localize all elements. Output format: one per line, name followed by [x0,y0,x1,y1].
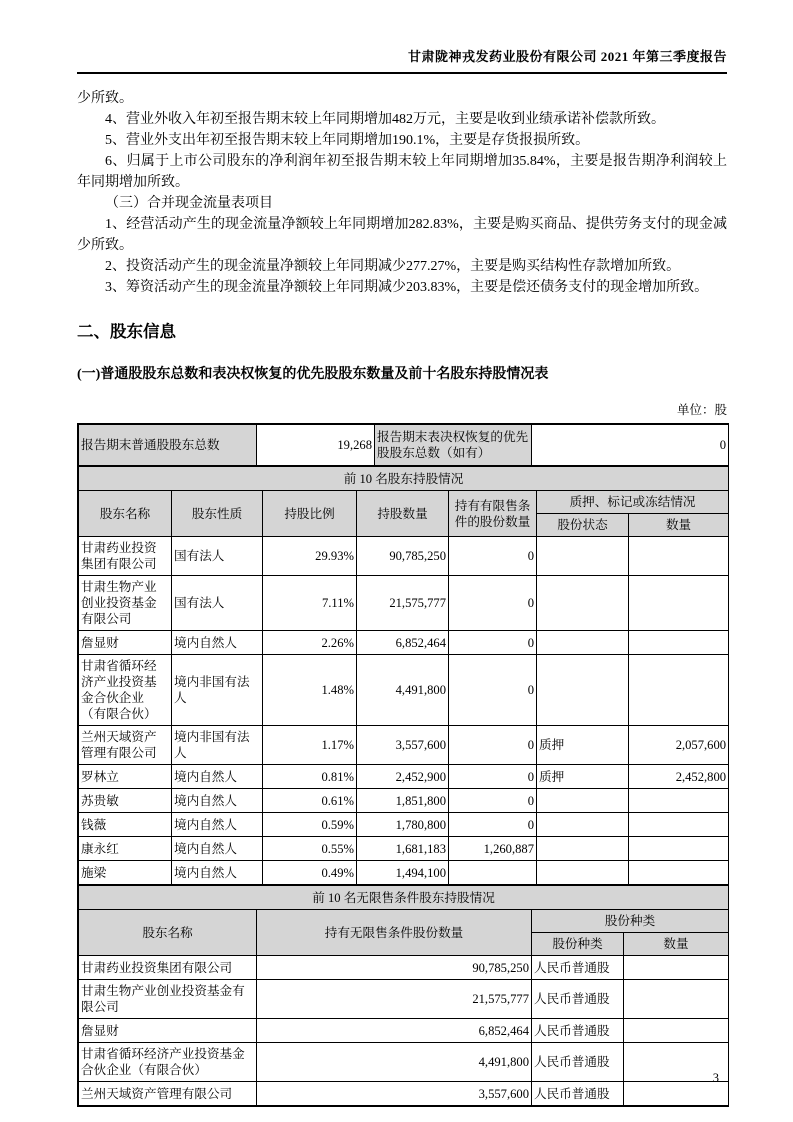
report-header-title: 甘肃陇神戎发药业股份有限公司 2021 年第三季度报告 [77,0,727,74]
table-header-row [79,910,729,933]
pledge-status-cell [537,576,629,631]
subsection-title: (一)普通股股东总数和表决权恢复的优先股股东数量及前十名股东持股情况表 [77,367,549,382]
unrestricted-shares-cell: 21,575,777 [257,980,532,1019]
shareholder-nature-cell: 境内非国有法人 [172,655,263,726]
shareholder-row [79,765,729,789]
pledge-qty-cell [629,813,729,837]
shares-held-cell: 3,557,600 [357,726,449,765]
shareholder-nature-cell: 境内自然人 [172,631,263,655]
shares-held-cell: 1,851,800 [357,789,449,813]
table-header-row [79,491,729,514]
restricted-shares-cell: 0 [449,655,537,726]
shareholder-name-cell: 苏贵敏 [79,789,172,813]
shareholder-name-cell: 兰州天域资产管理有限公司 [79,1082,257,1106]
col-header-restricted-shares: 持有有限售条件的股份数量 [449,491,537,537]
col-header-shareholder-nature: 股东性质 [172,491,263,537]
shareholder-nature-cell: 国有法人 [172,537,263,576]
pledge-status-cell [537,813,629,837]
shareholder-nature-cell: 境内非国有法人 [172,726,263,765]
col-header-shareholder-name: 股东名称 [79,491,172,537]
page-number: 3 [712,1071,719,1085]
shareholder-nature-cell: 境内自然人 [172,765,263,789]
pledge-qty-cell [629,861,729,885]
shareholder-nature-cell: 境内自然人 [172,789,263,813]
body-paragraph: 5、营业外支出年初至报告期末较上年同期增加190.1%，主要是存货报损所致。 [105,133,590,148]
shareholder-nature-cell: 国有法人 [172,576,263,631]
common-shareholders-count: 19,268 [257,425,375,466]
shareholder-row [79,537,729,576]
col-header-share-type: 股份种类 [532,933,624,956]
restricted-shares-cell: 0 [449,576,537,631]
share-type-cell: 人民币普通股 [532,956,624,980]
pledge-qty-cell [629,537,729,576]
restricted-shares-cell: 0 [449,537,537,576]
holding-ratio-cell: 29.93% [263,537,357,576]
unrestricted-banner: 前 10 名无限售条件股东持股情况 [79,886,729,910]
shareholder-name-cell: 詹显财 [79,631,172,655]
restricted-shares-cell: 0 [449,813,537,837]
shareholder-row [79,655,729,726]
pledge-status-cell [537,537,629,576]
table-row [79,425,729,466]
col-header-share-qty: 数量 [624,933,729,956]
shareholder-tables [77,423,729,1107]
unrestricted-shareholders-table [78,885,729,1106]
shares-held-cell: 1,780,800 [357,813,449,837]
shares-held-cell: 4,491,800 [357,655,449,726]
top10-banner: 前 10 名股东持股情况 [79,467,729,491]
col-header-shareholder-name: 股东名称 [79,910,257,956]
body-paragraph: 2、投资活动产生的现金流量净额较上年同期减少277.27%，主要是购买结构性存款增加所致。 [105,259,681,274]
restricted-shares-cell: 1,260,887 [449,837,537,861]
common-shareholders-label: 报告期末普通股股东总数 [79,425,257,466]
col-header-pledge-status: 股份状态 [537,514,629,537]
shareholder-name-cell: 詹显财 [79,1019,257,1043]
pledge-qty-cell [629,837,729,861]
shareholder-row [79,861,729,885]
shareholder-row [79,576,729,631]
holding-ratio-cell: 0.61% [263,789,357,813]
restricted-shares-cell [449,861,537,885]
preferred-shareholders-label: 报告期末表决权恢复的优先股股东总数（如有） [375,425,532,466]
holding-ratio-cell: 1.48% [263,655,357,726]
holding-ratio-cell: 0.55% [263,837,357,861]
shareholder-row [79,813,729,837]
shareholder-name-cell: 甘肃药业投资集团有限公司 [79,537,172,576]
pledge-status-cell: 质押 [537,765,629,789]
shareholder-name-cell: 甘肃药业投资集团有限公司 [79,956,257,980]
unrestricted-shares-cell: 90,785,250 [257,956,532,980]
shares-held-cell: 1,681,183 [357,837,449,861]
shareholder-name-cell: 钱薇 [79,813,172,837]
table-row [79,467,729,491]
body-paragraph: 6、归属于上市公司股东的净利润年初至报告期末较上年同期增加35.84%，主要是报告期净利润较上年同期增加所致。 [77,154,727,190]
shareholder-row [79,726,729,765]
pledge-status-cell [537,837,629,861]
col-header-unrestricted-shares: 持有无限售条件股份数量 [257,910,532,956]
shareholder-row [79,789,729,813]
pledge-status-cell: 质押 [537,726,629,765]
holding-ratio-cell: 0.59% [263,813,357,837]
shareholder-nature-cell: 境内自然人 [172,813,263,837]
unrestricted-row [79,1082,729,1106]
share-type-cell: 人民币普通股 [532,980,624,1019]
unrestricted-row [79,956,729,980]
shareholder-summary-table [78,424,729,466]
pledge-qty-cell: 2,057,600 [629,726,729,765]
restricted-shares-cell: 0 [449,789,537,813]
holding-ratio-cell: 0.49% [263,861,357,885]
col-header-shares-held: 持股数量 [357,491,449,537]
holding-ratio-cell: 2.26% [263,631,357,655]
pledge-status-cell [537,861,629,885]
holding-ratio-cell: 7.11% [263,576,357,631]
shareholder-nature-cell: 境内自然人 [172,861,263,885]
unrestricted-shares-cell: 3,557,600 [257,1082,532,1106]
pledge-qty-cell [629,789,729,813]
shares-held-cell: 21,575,777 [357,576,449,631]
share-qty-cell [624,1019,729,1043]
shareholder-nature-cell: 境内自然人 [172,837,263,861]
shareholder-name-cell: 甘肃生物产业创业投资基金有限公司 [79,576,172,631]
shareholder-name-cell: 兰州天域资产管理有限公司 [79,726,172,765]
shareholder-row [79,631,729,655]
shares-held-cell: 2,452,900 [357,765,449,789]
col-header-holding-ratio: 持股比例 [263,491,357,537]
holding-ratio-cell: 0.81% [263,765,357,789]
pledge-status-cell [537,631,629,655]
share-type-cell: 人民币普通股 [532,1082,624,1106]
restricted-shares-cell: 0 [449,631,537,655]
top10-shareholders-table [78,466,729,885]
pledge-status-cell [537,655,629,726]
shareholder-row [79,837,729,861]
unrestricted-row [79,1043,729,1082]
pledge-qty-cell [629,631,729,655]
unrestricted-shares-cell: 4,491,800 [257,1043,532,1082]
table-row [79,886,729,910]
body-paragraph: 3、筹资活动产生的现金流量净额较上年同期减少203.83%，主要是偿还债务支付的现金增加所致。 [105,280,709,295]
restricted-shares-cell: 0 [449,726,537,765]
shareholder-name-cell: 甘肃省循环经济产业投资基金合伙企业（有限合伙） [79,1043,257,1082]
col-header-pledge-qty: 数量 [629,514,729,537]
share-type-cell: 人民币普通股 [532,1043,624,1082]
unrestricted-row [79,1019,729,1043]
shares-held-cell: 90,785,250 [357,537,449,576]
section-title: 二、股东信息 [77,322,176,341]
body-text-block [77,88,727,298]
share-qty-cell [624,956,729,980]
share-qty-cell [624,980,729,1019]
preferred-shareholders-count: 0 [532,425,729,466]
pledge-qty-cell [629,576,729,631]
shareholder-name-cell: 施梁 [79,861,172,885]
unit-label: 单位：股 [676,403,727,417]
col-header-pledge-group: 质押、标记或冻结情况 [537,491,729,514]
restricted-shares-cell: 0 [449,765,537,789]
pledge-qty-cell: 2,452,800 [629,765,729,789]
body-paragraph: 4、营业外收入年初至报告期末较上年同期增加482万元，主要是收到业绩承诺补偿款所致。 [105,112,665,127]
unrestricted-shares-cell: 6,852,464 [257,1019,532,1043]
shareholder-name-cell: 罗林立 [79,765,172,789]
body-paragraph: （三）合并现金流量表项目 [105,196,273,211]
shareholder-name-cell: 甘肃省循环经济产业投资基金合伙企业（有限合伙） [79,655,172,726]
body-paragraph: 1、经营活动产生的现金流量净额较上年同期增加282.83%，主要是购买商品、提供劳务支付的现金减少所致。 [77,217,727,253]
pledge-status-cell [537,789,629,813]
shares-held-cell: 1,494,100 [357,861,449,885]
shareholder-name-cell: 康永红 [79,837,172,861]
shareholder-name-cell: 甘肃生物产业创业投资基金有限公司 [79,980,257,1019]
pledge-qty-cell [629,655,729,726]
body-paragraph: 少所致。 [77,91,133,106]
shares-held-cell: 6,852,464 [357,631,449,655]
unrestricted-row [79,980,729,1019]
share-type-cell: 人民币普通股 [532,1019,624,1043]
col-header-share-type-group: 股份种类 [532,910,729,933]
holding-ratio-cell: 1.17% [263,726,357,765]
